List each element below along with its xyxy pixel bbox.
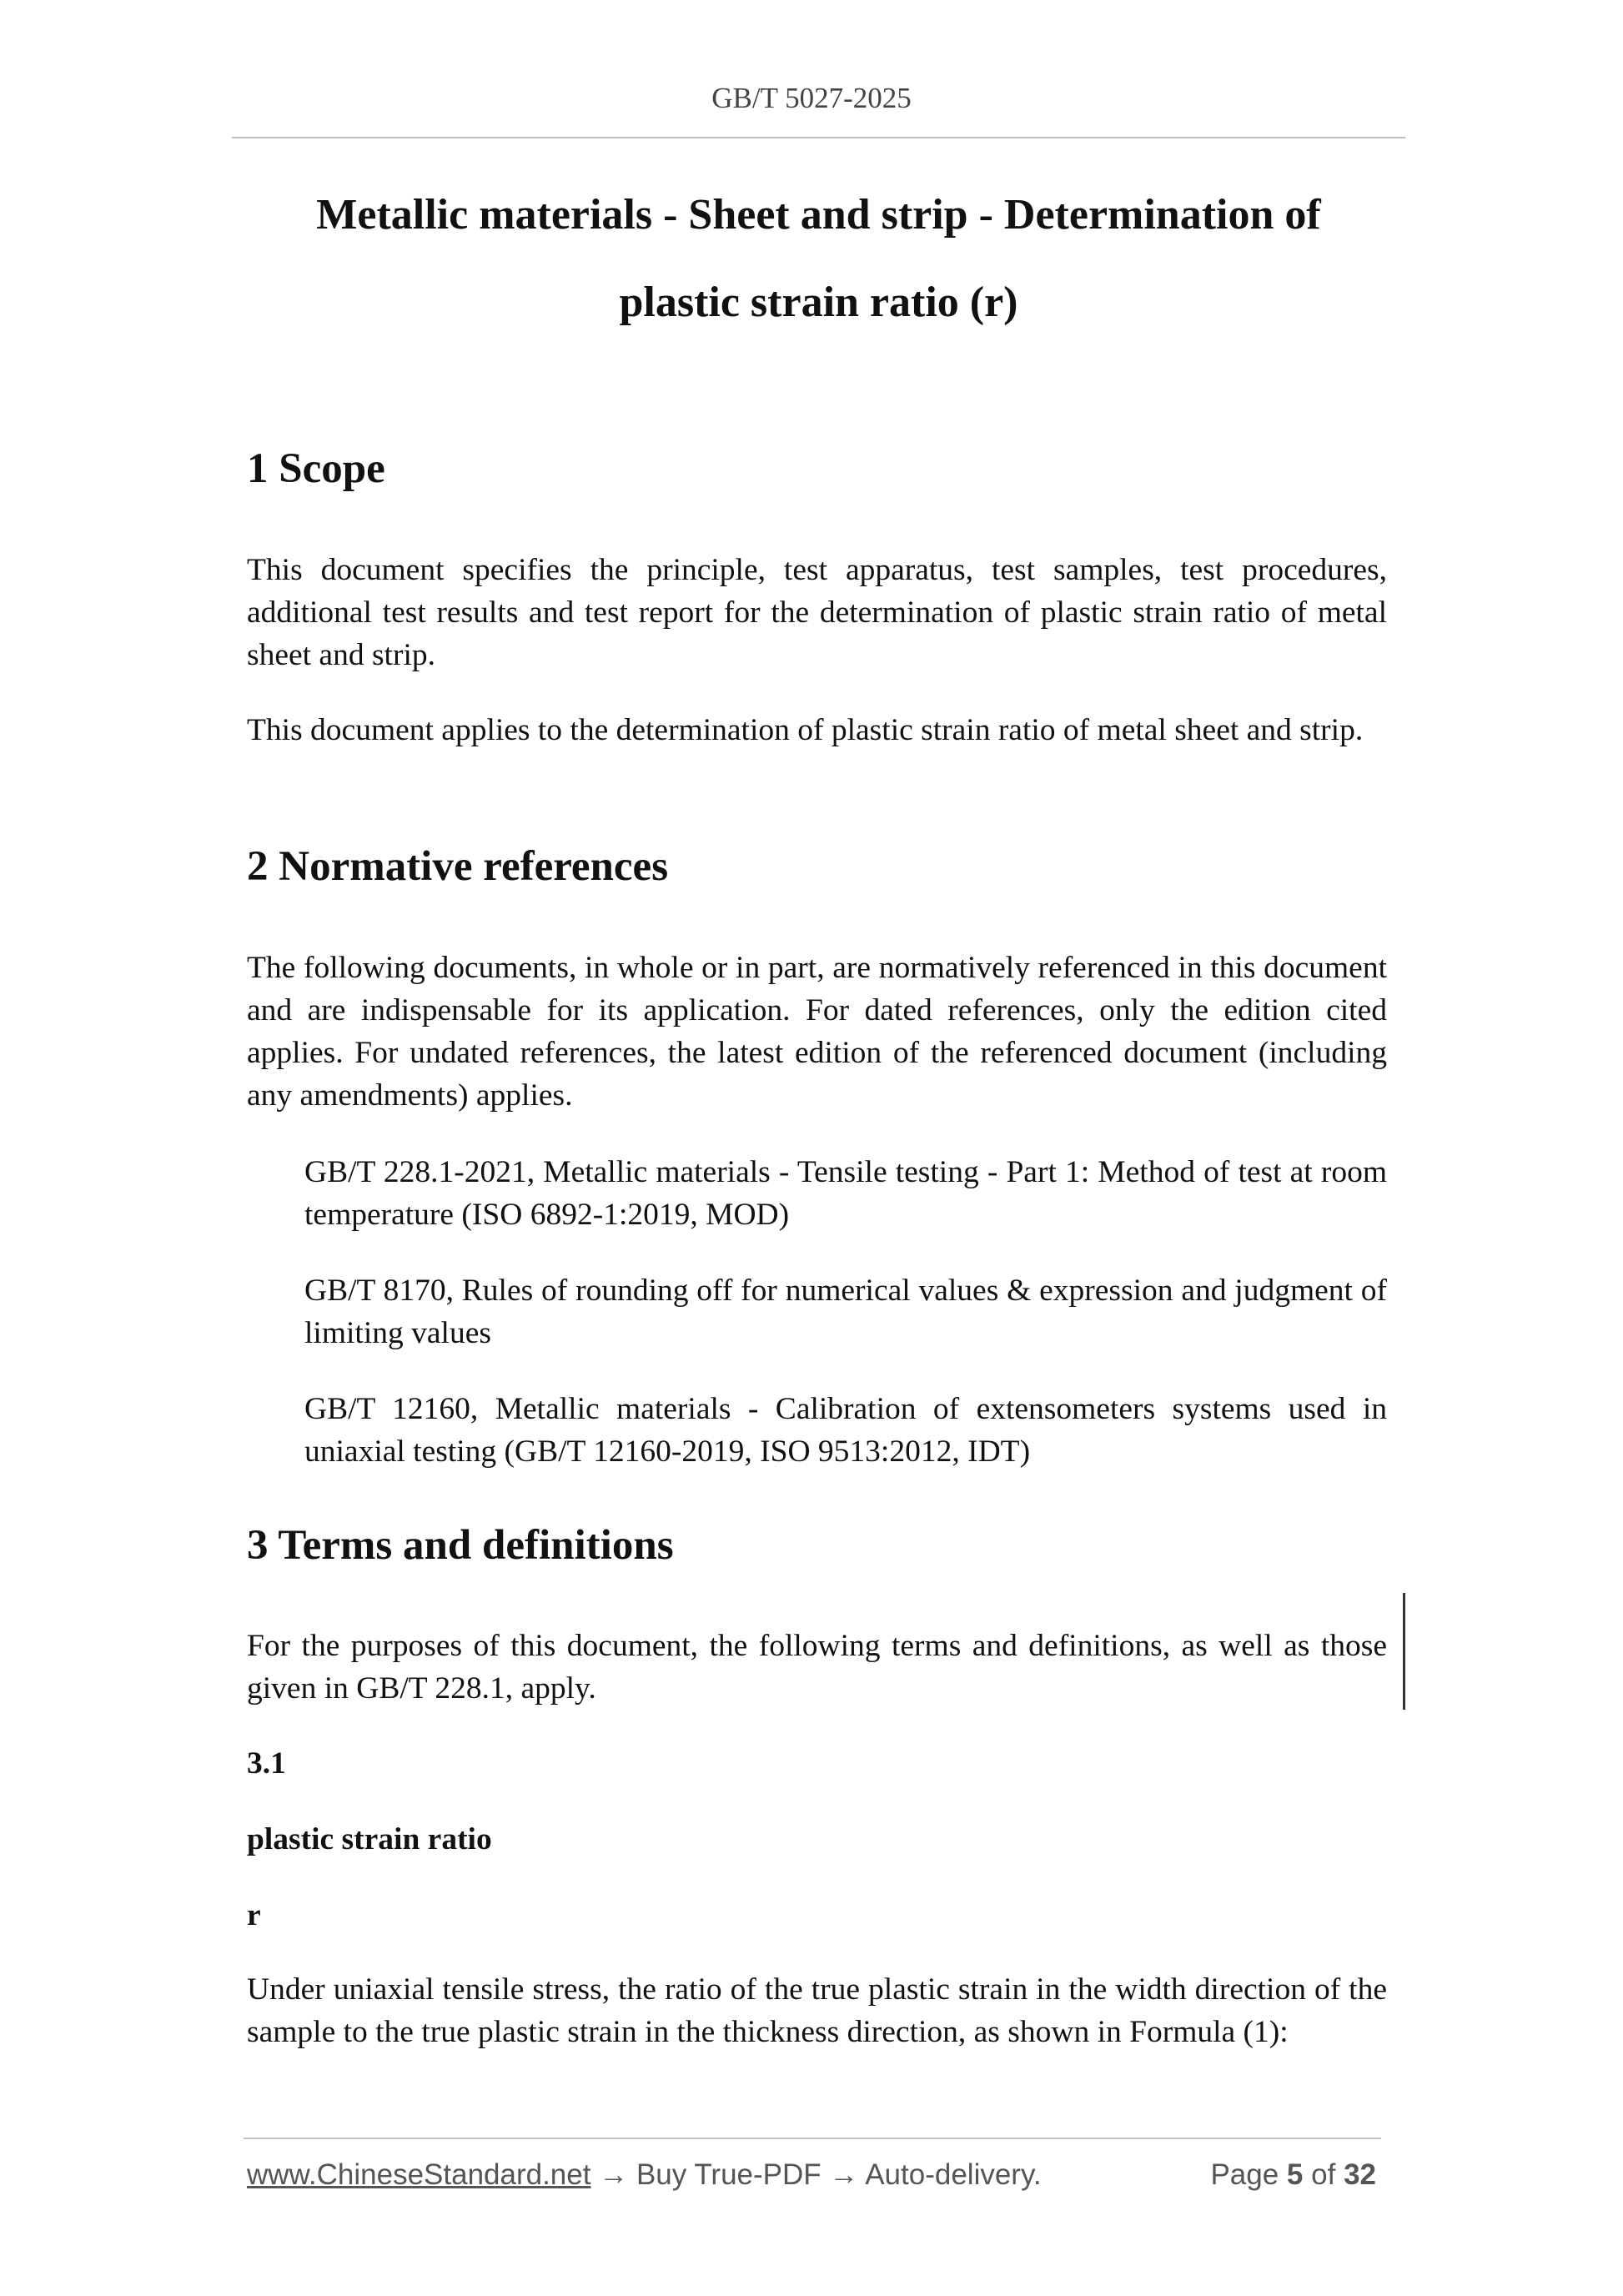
page-current: 5 xyxy=(1286,2158,1304,2191)
reference-item: GB/T 8170, Rules of rounding off for numerical values & expression and judgment of limiting values xyxy=(304,1274,1387,1350)
section-heading-normative-references: 2 Normative references xyxy=(247,843,669,890)
page-total: 32 xyxy=(1344,2158,1376,2191)
term-definition: Under uniaxial tensile stress, the ratio of the true plastic strain in the width direction of the sample to the true plastic strain in the thickness direction, as shown in Formula (1): xyxy=(247,1972,1387,2049)
website-link[interactable]: www.ChineseStandard.net xyxy=(247,2158,591,2191)
term-name: plastic strain ratio xyxy=(247,1822,492,1856)
arrow-right-icon: → xyxy=(599,2158,629,2191)
term-number: 3.1 xyxy=(247,1746,286,1781)
reference-item: GB/T 228.1-2021, Metallic materials - Tensile testing - Part 1: Method of test at room temperature (ISO 6892-1:2019, MOD) xyxy=(304,1155,1387,1232)
document-code-header: GB/T 5027-2025 xyxy=(711,82,912,114)
terms-intro-paragraph: For the purposes of this document, the following terms and definitions, as well as those given in GB/T 228.1, apply. xyxy=(247,1629,1387,1706)
section-heading-scope: 1 Scope xyxy=(247,445,385,492)
footer-buy-text: Buy True-PDF xyxy=(636,2158,822,2191)
page-indicator xyxy=(1210,2158,1376,2192)
page-label: Page xyxy=(1210,2158,1279,2191)
footer-promo xyxy=(247,2158,1042,2192)
document-title-line-1: Metallic materials - Sheet and strip - Determination of xyxy=(316,191,1321,239)
footer-divider xyxy=(244,2138,1381,2139)
revision-change-bar xyxy=(1403,1593,1405,1710)
page-of-label: of xyxy=(1311,2158,1336,2191)
reference-item: GB/T 12160, Metallic materials - Calibration of extensometers systems used in uniaxial testing (GB/T 12160-2019, ISO 9513:2012, IDT) xyxy=(304,1392,1387,1469)
normative-intro-paragraph: The following documents, in whole or in part, are normatively referenced in this document and are indispensable for its application. For dated references, only the edition cited applies. For undated references, the latest edition of the referenced document (including any amendments) applies. xyxy=(247,951,1387,1113)
arrow-right-icon: → xyxy=(829,2158,859,2191)
document-title-line-2: plastic strain ratio (r) xyxy=(619,279,1018,326)
scope-paragraph-1: This document specifies the principle, test apparatus, test samples, test procedures, additional test results and test report for the determination of plastic strain ratio of metal sheet and strip. xyxy=(247,553,1387,672)
footer-delivery-text: Auto-delivery. xyxy=(865,2158,1042,2191)
header-divider xyxy=(232,137,1405,138)
scope-paragraph-2: This document applies to the determination of plastic strain ratio of metal sheet and strip. xyxy=(247,713,1364,747)
term-symbol: r xyxy=(247,1898,261,1932)
section-heading-terms-definitions: 3 Terms and definitions xyxy=(247,1522,674,1569)
